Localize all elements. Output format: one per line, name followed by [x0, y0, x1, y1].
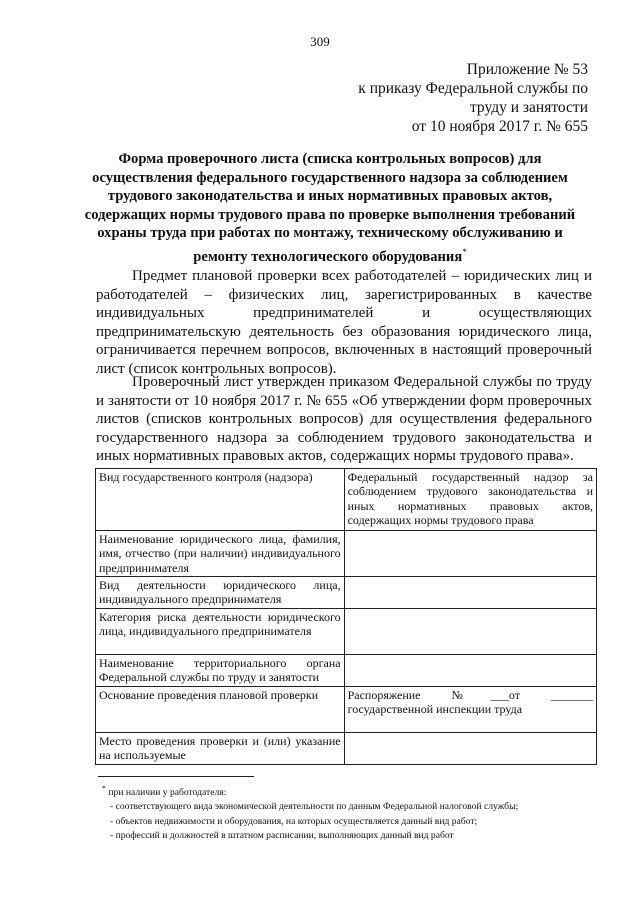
- row-value: [344, 531, 596, 577]
- table-row: [96, 531, 597, 577]
- appendix-line: от 10 ноября 2017 г. № 655: [411, 118, 588, 135]
- footnote-divider: [98, 776, 254, 777]
- row-label: Вид государственного контроля (надзора): [96, 469, 345, 531]
- appendix-line: труду и занятости: [469, 99, 588, 116]
- row-label: Место проведения проверки и (или) указание на используемые: [96, 733, 345, 765]
- table-row: [96, 687, 597, 733]
- table-row: [96, 733, 597, 765]
- footnote-intro-text: при наличии у работодателя:: [108, 787, 227, 799]
- row-label: Наименование юридического лица, фамилия, имя, отчество (при наличии) индивидуального предпринимателя: [96, 531, 345, 577]
- footnote-intro: [102, 782, 582, 800]
- inspection-info-table: [95, 468, 597, 765]
- paragraph-inspection-subject: Предмет плановой проверки всех работодателей – юридических лиц и работодателей – физических лиц, зарегистрированных в качестве индивидуальных предпринимателей и осуществляющих предпринимательскую деятельность без образования юридического лица, ограничивается перечнем вопросов, включенных в настоящий проверочный лист (список контрольных вопросов).: [96, 268, 592, 377]
- appendix-header: [358, 60, 588, 136]
- footnote-item: - объектов недвижимости и оборудования, на которых осуществляется данный вид работ;: [110, 815, 478, 827]
- table-row: [96, 655, 597, 687]
- row-value: [344, 577, 596, 609]
- footnote: [102, 782, 582, 843]
- appendix-line: Приложение № 53: [466, 61, 588, 78]
- page-number: 309: [310, 34, 330, 49]
- table-row: [96, 469, 597, 531]
- paragraph-approval: Проверочный лист утвержден приказом Федеральной службы по труду и занятости от 10 ноября 2017 г. № 655 «Об утверждении форм проверочных листов (списков контрольных вопросов) для осуществления федерального государственного надзора за соблюдением трудового законодательства и иных нормативных правовых актов, содержащих нормы трудового права».: [96, 374, 592, 465]
- row-label: Категория риска деятельности юридического лица, индивидуального предпринимателя: [96, 609, 345, 655]
- document-title-text: Форма проверочного листа (списка контрольных вопросов) для осуществления федерального государственного надзора за соблюдением трудового законодательства и иных нормативных правовых актов, содержащих нормы трудового права по проверке выполнения требований охраны труда при работах по монтажу, техническому обслуживанию и ремонту технологического оборудования: [84, 151, 576, 265]
- table-row: [96, 609, 597, 655]
- appendix-line: к приказу Федеральной службы по: [358, 80, 588, 97]
- row-value: Федеральный государственный надзор за соблюдением трудового законодательства и иных нормативных правовых актов, содержащих нормы трудового права: [344, 469, 596, 531]
- row-value: [344, 733, 596, 765]
- row-label: Наименование территориального органа Федеральной службы по труду и занятости: [96, 655, 345, 687]
- document-title: [80, 150, 580, 266]
- footnote-mark: *: [102, 784, 106, 793]
- footnote-item: - соответствующего вида экономической деятельности по данным Федеральной налоговой службы;: [110, 801, 519, 813]
- row-value: [344, 655, 596, 687]
- row-label: Основание проведения плановой проверки: [96, 687, 345, 733]
- footnote-item: - профессий и должностей в штатном расписании, выполняющих данный вид работ: [110, 829, 454, 841]
- row-label: Вид деятельности юридического лица, индивидуального предпринимателя: [96, 577, 345, 609]
- row-value: [344, 609, 596, 655]
- row-value: Распоряжение №___от _______ государственной инспекции труда: [344, 687, 596, 733]
- title-footnote-mark: *: [462, 246, 467, 257]
- table-row: [96, 577, 597, 609]
